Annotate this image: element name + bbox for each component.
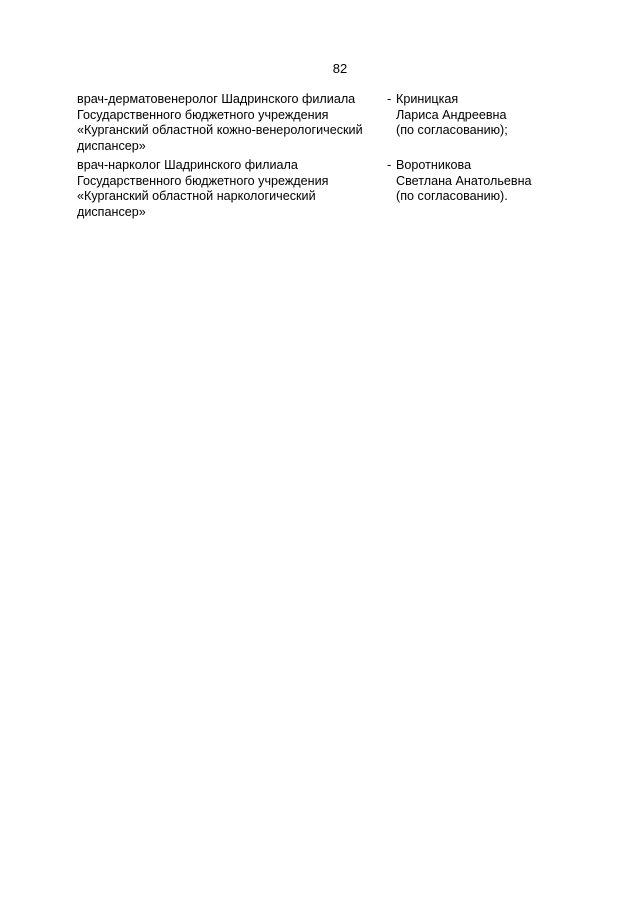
dash-mark: -	[387, 92, 392, 106]
member-surname: Воротникова	[396, 158, 472, 172]
member-given-names: Светлана Анатольевна	[396, 173, 532, 188]
position-line: врач-нарколог Шадринского филиала	[77, 158, 298, 172]
member-entry	[77, 158, 577, 222]
position-line: врач-дерматовенеролог Шадринского филиала	[77, 92, 356, 106]
position-line: «Курганский областной наркологический	[77, 189, 316, 204]
member-entry	[77, 92, 577, 156]
member-position	[77, 92, 382, 154]
position-line: Государственного бюджетного учреждения	[77, 173, 329, 188]
member-surname-line	[387, 92, 567, 108]
member-note: (по согласованию).	[396, 189, 508, 204]
member-given-names: Лариса Андреевна	[396, 107, 507, 122]
commission-member-list	[77, 92, 577, 224]
member-surname: Криницкая	[396, 92, 459, 106]
position-line: диспансер»	[77, 138, 146, 153]
member-position	[77, 158, 382, 220]
member-surname-line	[387, 158, 567, 174]
position-line: «Курганский областной кожно-венерологический	[77, 123, 363, 138]
member-note: (по согласованию);	[396, 123, 508, 138]
dash-mark: -	[387, 158, 392, 172]
position-line: диспансер»	[77, 204, 146, 219]
position-line: Государственного бюджетного учреждения	[77, 107, 329, 122]
member-name	[387, 158, 567, 205]
member-name	[387, 92, 567, 139]
page-number: 82	[332, 61, 348, 76]
